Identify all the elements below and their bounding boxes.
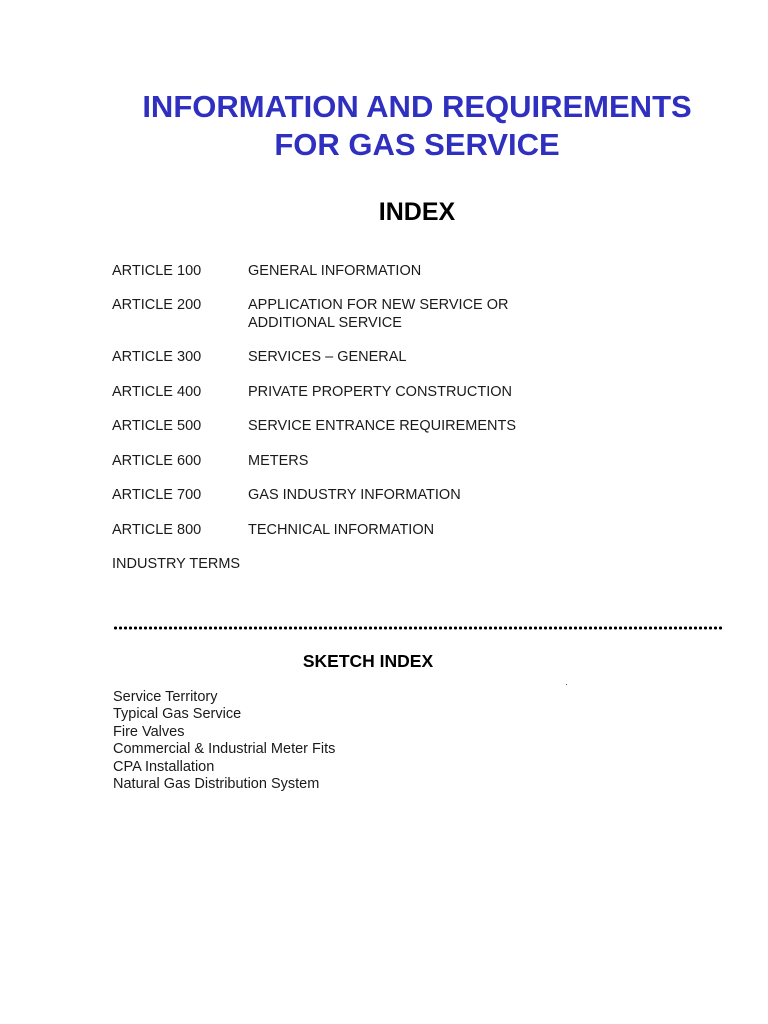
- sketch-item: CPA Installation: [113, 758, 215, 775]
- article-number: ARTICLE 600: [112, 453, 202, 469]
- article-row-200: [112, 296, 672, 332]
- article-row-100: [112, 262, 672, 280]
- article-title: TECHNICAL INFORMATION: [248, 522, 435, 538]
- document-title-line-1: INFORMATION AND REQUIREMENTS: [142, 89, 692, 124]
- industry-terms-label: INDUSTRY TERMS: [112, 556, 241, 572]
- sketch-index-list: [113, 689, 513, 793]
- article-number: ARTICLE 700: [112, 487, 202, 503]
- sketch-item: Commercial & Industrial Meter Fits: [113, 741, 336, 758]
- article-title: PRIVATE PROPERTY CONSTRUCTION: [248, 384, 512, 400]
- article-row-700: [112, 486, 672, 504]
- article-row-800: [112, 521, 672, 539]
- sketch-item: Service Territory: [113, 689, 218, 705]
- article-index-list: [112, 262, 672, 573]
- stray-mark: [566, 684, 567, 685]
- article-title: SERVICES – GENERAL: [248, 349, 407, 365]
- document-title: [110, 88, 724, 164]
- article-number: ARTICLE 800: [112, 522, 202, 538]
- index-heading: INDEX: [378, 198, 456, 226]
- article-title-line-2: ADDITIONAL SERVICE: [248, 315, 402, 331]
- article-number: ARTICLE 300: [112, 349, 202, 365]
- article-title-line-1: APPLICATION FOR NEW SERVICE OR: [248, 297, 509, 313]
- article-number: ARTICLE 400: [112, 384, 202, 400]
- sketch-item: Fire Valves: [113, 723, 185, 740]
- dotted-divider: [113, 626, 724, 630]
- article-row-500: [112, 417, 672, 435]
- article-title: GAS INDUSTRY INFORMATION: [248, 487, 461, 503]
- article-row-300: [112, 348, 672, 366]
- sketch-item: Typical Gas Service: [113, 706, 242, 723]
- article-number: ARTICLE 200: [112, 297, 202, 313]
- article-title: GENERAL INFORMATION: [248, 263, 422, 279]
- article-title: SERVICE ENTRANCE REQUIREMENTS: [248, 418, 517, 434]
- industry-terms-row: [112, 555, 672, 573]
- article-number: ARTICLE 500: [112, 418, 202, 434]
- article-number: ARTICLE 100: [112, 263, 202, 279]
- article-row-400: [112, 383, 672, 401]
- document-title-line-2: FOR GAS SERVICE: [274, 127, 560, 162]
- sketch-item: Natural Gas Distribution System: [113, 776, 320, 793]
- article-title: [248, 296, 548, 332]
- article-title: METERS: [248, 453, 309, 469]
- sketch-index-heading: SKETCH INDEX: [302, 651, 434, 671]
- article-row-600: [112, 452, 672, 470]
